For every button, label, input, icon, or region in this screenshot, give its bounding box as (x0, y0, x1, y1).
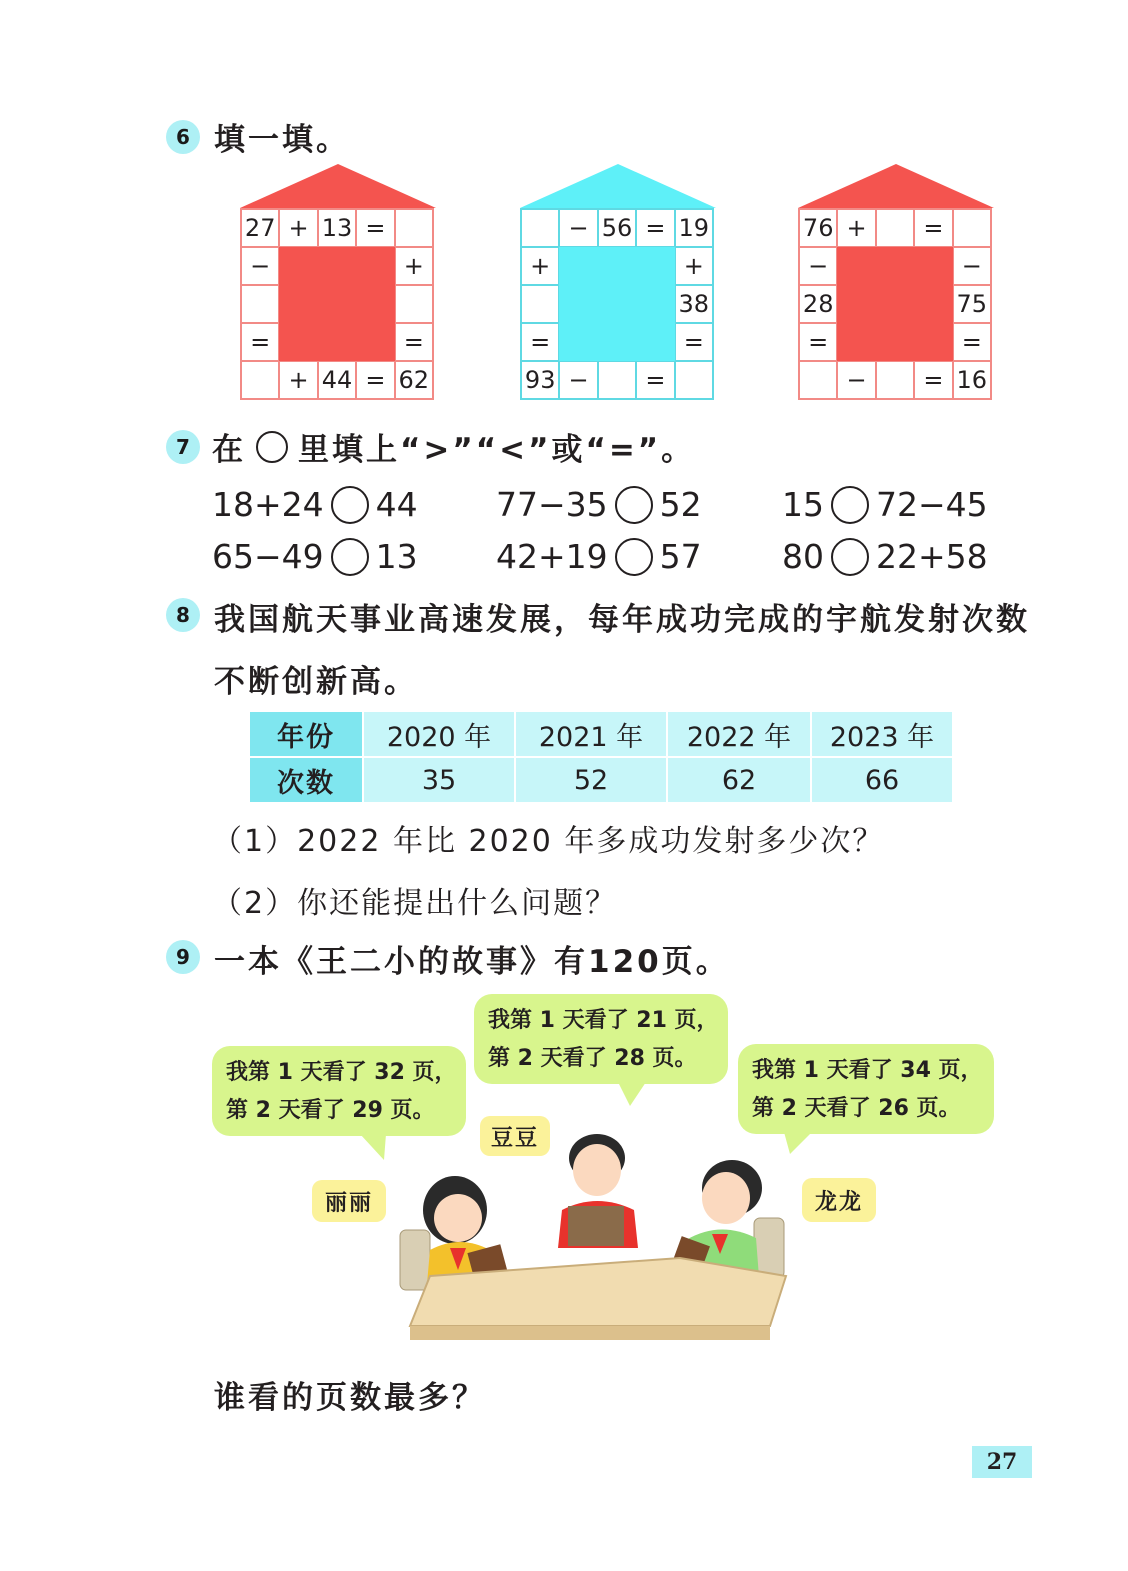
expr-right: 44 (375, 485, 418, 524)
circle-icon (256, 431, 288, 463)
operator-cell: = (799, 323, 837, 361)
operator-cell: = (395, 323, 433, 361)
blank-answer-cell[interactable] (876, 209, 914, 247)
speech-bubble-doudou (474, 994, 728, 1084)
table-cell: 2020 年 (364, 712, 514, 756)
number-house-1 (240, 164, 436, 400)
number-cell: 19 (675, 209, 713, 247)
table-cell: 62 (668, 758, 810, 802)
expr-right: 22+58 (876, 537, 988, 576)
blank-answer-cell[interactable] (241, 361, 279, 399)
sub-question: （2）你还能提出什么问题？ (212, 886, 618, 921)
table-cell: 2023 年 (812, 712, 952, 756)
operator-cell: + (521, 247, 559, 285)
operator-cell: − (559, 361, 597, 399)
bubble-line: 第 2 天看了 28 页。 (488, 1046, 697, 1071)
blank-answer-cell[interactable] (395, 285, 433, 323)
table-header-cell: 次数 (250, 758, 362, 802)
expr-right: 72−45 (876, 485, 988, 524)
operator-cell: + (279, 361, 317, 399)
bubble-line: 我第 1 天看了 21 页， (488, 1008, 719, 1033)
operator-cell: + (279, 209, 317, 247)
expr-left: 15 (782, 485, 824, 524)
operator-cell: = (521, 323, 559, 361)
operator-cell: = (356, 361, 394, 399)
comparison-item (212, 485, 418, 524)
answer-circle[interactable] (831, 538, 869, 576)
blank-answer-cell[interactable] (675, 361, 713, 399)
number-house-3 (798, 164, 994, 400)
operator-cell: = (636, 209, 674, 247)
house-roof (520, 164, 716, 208)
table-header-cell: 年份 (250, 712, 362, 756)
expr-right: 13 (375, 537, 418, 576)
operator-cell: + (837, 209, 875, 247)
bubble-tail (360, 1134, 390, 1162)
final-question: 谁看的页数最多？ (214, 1380, 486, 1416)
bubble-line: 第 2 天看了 26 页。 (752, 1096, 961, 1121)
number-cell: 28 (799, 285, 837, 323)
launch-table (248, 710, 954, 804)
blank-answer-cell[interactable] (241, 285, 279, 323)
sub-question: （1）2022 年比 2020 年多成功发射多少次？ (212, 824, 885, 859)
question-number-badge: 7 (166, 430, 200, 464)
operator-cell: − (241, 247, 279, 285)
number-cell: 56 (598, 209, 636, 247)
number-cell: 38 (675, 285, 713, 323)
table-cell: 66 (812, 758, 952, 802)
expr-left: 18+24 (212, 485, 324, 524)
number-cell: 76 (799, 209, 837, 247)
question-title: 一本《王二小的故事》有120页。 (214, 944, 730, 980)
house-roof (798, 164, 994, 208)
answer-circle[interactable] (331, 538, 369, 576)
table-row (250, 712, 952, 756)
table-cell: 2022 年 (668, 712, 810, 756)
house-center-block (559, 247, 674, 361)
house-center-block (279, 247, 394, 361)
operator-cell: = (675, 323, 713, 361)
number-cell: 44 (318, 361, 356, 399)
expr-right: 52 (659, 485, 702, 524)
number-cell: 16 (953, 361, 991, 399)
operator-cell: − (837, 361, 875, 399)
house-grid (798, 208, 992, 400)
question-text-line: 我国航天事业高速发展，每年成功完成的宇航发射次数 (214, 602, 1030, 638)
name-tag-longlong: 龙龙 (802, 1178, 876, 1222)
bubble-line: 我第 1 天看了 34 页， (752, 1058, 983, 1083)
answer-circle[interactable] (615, 538, 653, 576)
table-row (250, 758, 952, 802)
name-tag-doudou: 豆豆 (480, 1116, 550, 1156)
operator-cell: + (675, 247, 713, 285)
question-number-badge: 8 (166, 598, 200, 632)
number-cell: 27 (241, 209, 279, 247)
operator-cell: = (914, 209, 952, 247)
question-title (212, 424, 695, 469)
answer-circle[interactable] (831, 486, 869, 524)
operator-cell: − (559, 209, 597, 247)
speech-bubble-lili (212, 1046, 466, 1136)
operator-cell: − (799, 247, 837, 285)
operator-cell: = (356, 209, 394, 247)
table-cell: 35 (364, 758, 514, 802)
expr-left: 77−35 (496, 485, 608, 524)
question-text-line: 不断创新高。 (214, 664, 418, 700)
comparison-item (212, 537, 418, 576)
title-text: 在 (212, 432, 246, 468)
expr-left: 65−49 (212, 537, 324, 576)
blank-answer-cell[interactable] (395, 209, 433, 247)
number-cell: 13 (318, 209, 356, 247)
blank-answer-cell[interactable] (799, 361, 837, 399)
comparison-item (782, 485, 988, 524)
blank-answer-cell[interactable] (521, 285, 559, 323)
number-cell: 75 (953, 285, 991, 323)
blank-answer-cell[interactable] (598, 361, 636, 399)
answer-circle[interactable] (615, 486, 653, 524)
page-number: 27 (972, 1446, 1032, 1478)
answer-circle[interactable] (331, 486, 369, 524)
operator-cell: = (953, 323, 991, 361)
bubble-tail (618, 1082, 648, 1108)
number-cell: 62 (395, 361, 433, 399)
operator-cell: = (241, 323, 279, 361)
number-house-2 (520, 164, 716, 400)
comparison-item (496, 537, 702, 576)
bubble-line: 第 2 天看了 29 页。 (226, 1098, 435, 1123)
house-grid (520, 208, 714, 400)
house-grid (240, 208, 434, 400)
blank-answer-cell[interactable] (876, 361, 914, 399)
blank-answer-cell[interactable] (521, 209, 559, 247)
operator-cell: = (636, 361, 674, 399)
bubble-line: 我第 1 天看了 32 页， (226, 1060, 457, 1085)
house-roof (240, 164, 436, 208)
question-number-badge: 6 (166, 120, 200, 154)
table-cell: 2021 年 (516, 712, 666, 756)
comparison-item (496, 485, 702, 524)
operator-cell: = (914, 361, 952, 399)
expr-left: 80 (782, 537, 824, 576)
blank-answer-cell[interactable] (953, 209, 991, 247)
title-text: 里填上“>”“<”或“=”。 (298, 432, 696, 468)
question-title: 填一填。 (214, 122, 350, 158)
name-tag-lili: 丽丽 (312, 1180, 386, 1222)
expr-right: 57 (659, 537, 702, 576)
table-cell: 52 (516, 758, 666, 802)
house-center-block (837, 247, 952, 361)
expr-left: 42+19 (496, 537, 608, 576)
children-reading-illustration (390, 1130, 790, 1348)
operator-cell: − (953, 247, 991, 285)
number-cell: 93 (521, 361, 559, 399)
comparison-item (782, 537, 988, 576)
operator-cell: + (395, 247, 433, 285)
question-number-badge: 9 (166, 940, 200, 974)
speech-bubble-longlong (738, 1044, 994, 1134)
